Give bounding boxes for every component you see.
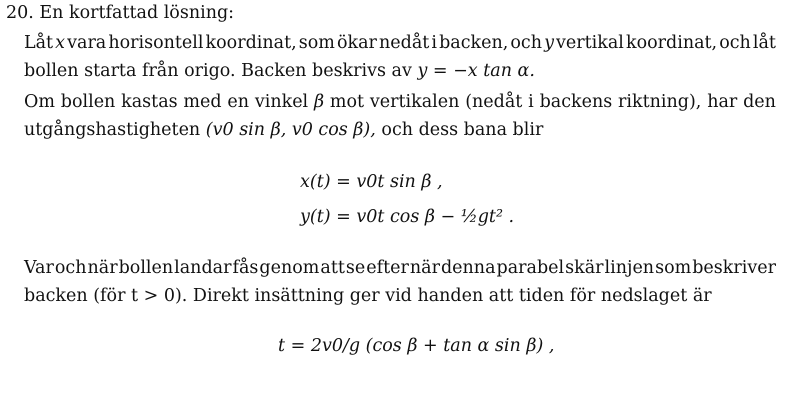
word: som <box>655 258 692 278</box>
word: när <box>87 258 118 278</box>
word: att <box>320 258 345 278</box>
math-variable: β <box>313 92 325 112</box>
word: och <box>510 33 542 53</box>
word: horisontell <box>108 33 204 53</box>
inline-equation-slope: y = −x tan α. <box>417 61 535 81</box>
word: och <box>719 33 751 53</box>
word: se <box>345 258 366 278</box>
word: linjen <box>604 258 655 278</box>
text: bollen starta från origo. Backen beskrivs av <box>24 61 412 81</box>
word: Var <box>24 258 54 278</box>
word: bollen <box>118 258 174 278</box>
word: Låt <box>24 33 54 53</box>
equation-landing-time: t = 2v0/g (cos β + tan α sin β) , <box>278 336 555 356</box>
word: landar <box>174 258 232 278</box>
word: och <box>54 258 87 278</box>
word: låt <box>752 33 776 53</box>
word: backen, <box>439 33 509 53</box>
section-heading: 20. En kortfattad lösning: <box>6 3 235 23</box>
math-variable: y <box>544 33 554 53</box>
text: och dess bana blir <box>381 120 544 140</box>
word: parabel <box>496 258 565 278</box>
word: den <box>743 92 776 112</box>
word: skär <box>565 258 604 278</box>
inline-equation-velocity: (v0 sin β, v0 cos β), <box>205 120 376 140</box>
word: i <box>431 33 437 53</box>
word: kastas <box>121 92 178 112</box>
word: bollen <box>60 92 116 112</box>
word: som <box>298 33 335 53</box>
word: genom <box>259 258 320 278</box>
word: backens <box>539 92 613 112</box>
word: i <box>528 92 534 112</box>
word: ökar <box>336 33 377 53</box>
equation-y-of-t: y(t) = v0t cos β − ½gt² . <box>300 207 515 227</box>
paragraph-1-line-1 <box>24 32 776 54</box>
word: (nedåt <box>465 92 523 112</box>
word: nedåt <box>379 33 430 53</box>
word: när <box>409 258 440 278</box>
paragraph-2-line-1 <box>24 91 776 113</box>
paragraph-3-line-2: backen (för t > 0). Direkt insättning ger vid handen att tiden för nedslaget är <box>24 286 712 306</box>
text: utgångshastigheten <box>24 120 201 140</box>
word: efter <box>366 258 409 278</box>
word: en <box>227 92 250 112</box>
word: Om <box>24 92 55 112</box>
paragraph-1-line-2 <box>24 60 535 82</box>
word: vinkel <box>254 92 309 112</box>
equation-x-of-t: x(t) = v0t sin β , <box>300 172 443 192</box>
word: koordinat, <box>625 33 718 53</box>
word: med <box>183 92 222 112</box>
word: vertikalen <box>369 92 460 112</box>
word: mot <box>329 92 365 112</box>
paragraph-3-line-1 <box>24 257 776 279</box>
word: denna <box>440 258 496 278</box>
word: riktning), <box>618 92 702 112</box>
math-variable: x <box>55 33 66 53</box>
word: beskriver <box>692 258 776 278</box>
word: vertikal <box>556 33 624 53</box>
word: koordinat, <box>205 33 297 53</box>
paragraph-2-line-2 <box>24 119 543 141</box>
word: har <box>707 92 738 112</box>
word: vara <box>67 33 107 53</box>
word: fås <box>232 258 259 278</box>
